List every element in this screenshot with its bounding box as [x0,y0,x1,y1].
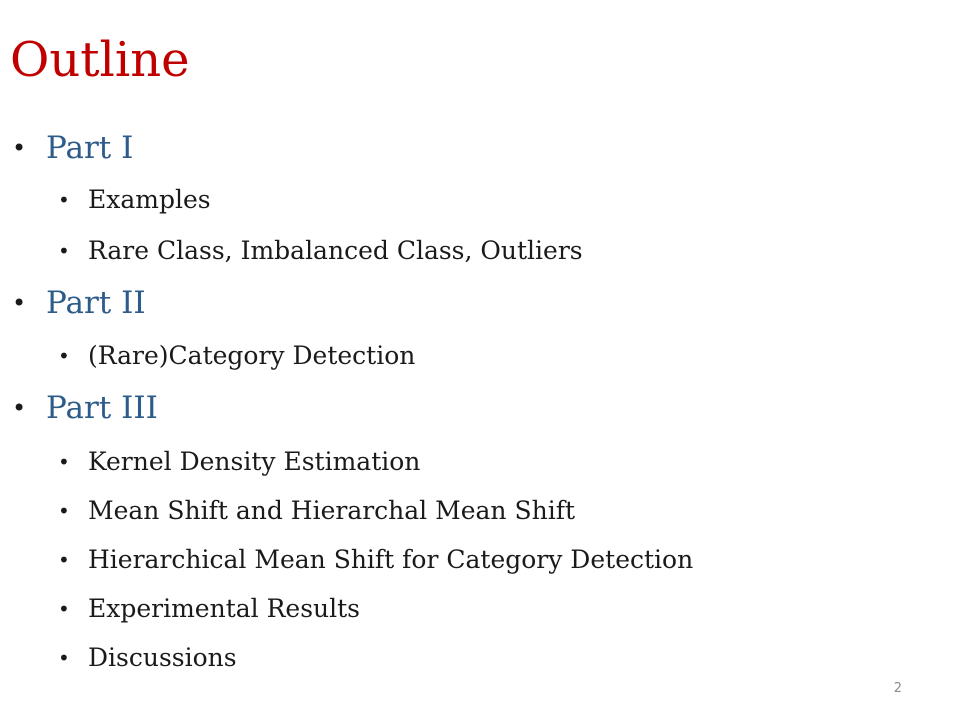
part-heading-label: Part II [46,285,146,321]
sub-item [58,446,421,478]
sub-item [58,235,583,267]
sub-item-label: Discussions [88,643,237,672]
part-heading [12,283,146,323]
bullet-icon: • [58,597,70,621]
sub-item-label: Mean Shift and Hierarchal Mean Shift [88,496,575,525]
bullet-icon: • [58,548,70,572]
sub-item-label: Kernel Density Estimation [88,447,421,476]
part-heading-label: Part III [46,390,158,426]
part-heading [12,388,158,428]
part-heading-label: Part I [46,130,134,166]
bullet-icon: • [58,188,70,212]
sub-item [58,340,416,372]
sub-item [58,544,694,576]
bullet-icon: • [58,646,70,670]
sub-item [58,184,211,216]
bullet-icon: • [12,289,27,317]
slide-title: Outline [10,32,190,88]
sub-item-label: Examples [88,185,211,214]
bullet-icon: • [58,344,70,368]
bullet-icon: • [58,239,70,263]
bullet-icon: • [58,450,70,474]
sub-item-label: Rare Class, Imbalanced Class, Outliers [88,236,583,265]
sub-item [58,495,575,527]
bullet-icon: • [12,134,27,162]
bullet-icon: • [12,394,27,422]
part-heading [12,128,134,168]
sub-item-label: Hierarchical Mean Shift for Category Detection [88,545,694,574]
sub-item-label: (Rare)Category Detection [88,341,416,370]
sub-item [58,593,361,625]
bullet-icon: • [58,499,70,523]
sub-item [58,642,237,674]
sub-item-label: Experimental Results [88,594,361,623]
page-number: 2 [893,681,902,696]
